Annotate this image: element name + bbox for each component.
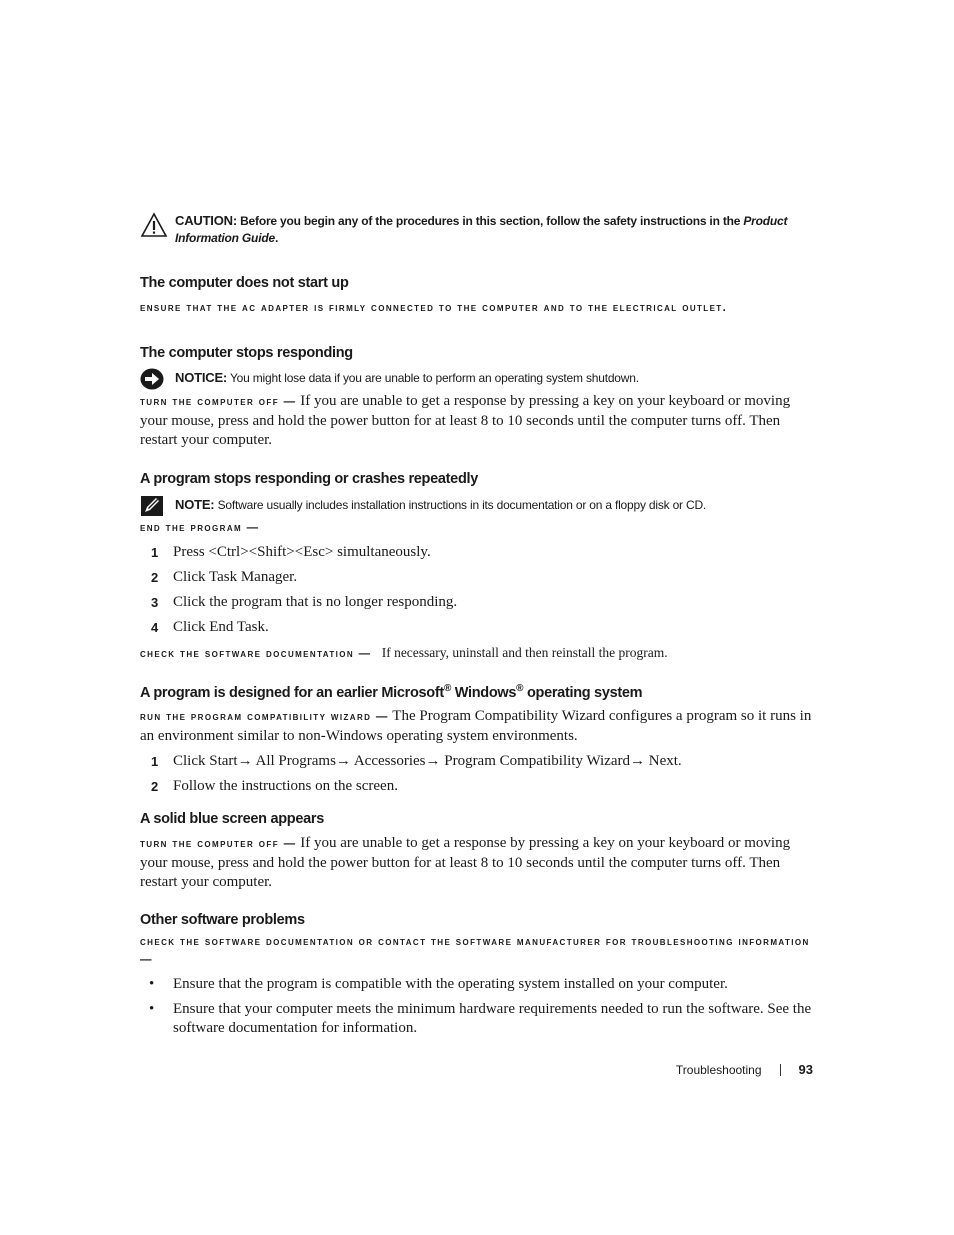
notice-label: NOTICE: <box>175 370 228 385</box>
para-compat-wizard <box>140 707 812 746</box>
page-footer <box>676 1062 813 1077</box>
bullet-marker: • <box>149 976 155 992</box>
instruction-ensure-adapter <box>140 298 812 318</box>
body-compat-wizard: The Program Compatibility Wizard configures a program so it runs in an environment similar to non-Windows operating system environments. <box>140 708 812 744</box>
steps-end-program <box>140 543 812 637</box>
step-text: Click <box>173 619 210 635</box>
lead-contact-text: check the software documentation or contact the software manufacturer for troubleshooting information — <box>140 936 810 966</box>
list-item <box>140 975 812 994</box>
note-label: NOTE: <box>175 497 215 512</box>
step-number: 1 <box>151 545 159 560</box>
para-check-docs <box>140 643 812 664</box>
bullets-other-software <box>140 975 812 1038</box>
caution-block <box>140 212 812 247</box>
caution-period: . <box>274 231 279 245</box>
lead-contact-manufacturer <box>140 933 812 969</box>
body-turn-off: If you are unable to get a response by pressing a key on your keyboard or moving your mouse, press and hold the power button for at least 8 to 10 seconds until the computer turns off. Then restart your computer. <box>140 393 791 448</box>
lead-turn-off: turn the computer off — <box>140 396 297 408</box>
heading-part: A program is designed for an earlier Microsoft <box>140 685 444 701</box>
lead-turn-off: turn the computer off — <box>140 838 297 850</box>
ui-task-manager: Task Manager <box>208 569 294 585</box>
instruction-text: ensure that the ac adapter is firmly connected to the computer and to the electrical outlet. <box>140 302 728 314</box>
list-item <box>140 752 812 771</box>
step-number: 3 <box>151 595 159 610</box>
product-info-guide: Product Information Guide <box>175 214 788 245</box>
list-item <box>140 618 812 637</box>
step-text: Click the program that is no longer responding. <box>173 594 458 610</box>
step-text: Click <box>173 753 210 769</box>
ui-end-task: End Task <box>209 619 266 635</box>
warning-triangle-icon <box>140 212 168 243</box>
body-turn-off: If you are unable to get a response by pressing a key on your keyboard or moving your mouse, press and hold the power button for at least 8 to 10 seconds until the computer turns off. Then restart your computer. <box>140 835 791 890</box>
body-check-docs: If necessary, uninstall and then reinstall the program. <box>381 645 668 660</box>
caution-text <box>175 212 812 247</box>
list-item <box>140 593 812 612</box>
heading-other-software: Other software problems <box>140 912 305 928</box>
notice-text: You might lose data if you are unable to perform an operating system shutdown. <box>229 371 639 385</box>
bullet-text: Ensure that your computer meets the minimum hardware requirements needed to run the software. See the software documentation for information. <box>173 1001 812 1036</box>
heading-computer-does-not-start: The computer does not start up <box>140 275 349 291</box>
para-turn-off-1 <box>140 392 812 450</box>
step-text: Press <Ctrl><Shift><Esc> simultaneously. <box>173 544 431 560</box>
step-end: . <box>677 753 682 769</box>
heading-earlier-windows <box>140 683 812 703</box>
step-text: Follow the instructions on the screen. <box>173 778 398 794</box>
lead-end-program-text: end the program — <box>140 522 260 534</box>
lead-check-docs: check the software documentation — <box>140 648 372 660</box>
heading-program-stops-responding: A program stops responding or crashes repeatedly <box>140 471 478 487</box>
step-number: 2 <box>151 570 159 585</box>
footer-section-title: Troubleshooting <box>675 1063 762 1077</box>
bullet-text: Ensure that the program is compatible with the operating system installed on your computer. <box>173 976 728 992</box>
step-text: Click <box>173 569 209 585</box>
pencil-note-icon <box>140 495 164 522</box>
caution-body: Before you begin any of the procedures in this section, follow the safety instructions in the <box>240 214 741 228</box>
registered-mark: ® <box>516 683 524 695</box>
bullet-marker: • <box>149 1001 155 1017</box>
step-end: . <box>265 619 269 635</box>
registered-mark: ® <box>443 683 452 695</box>
lead-end-program <box>140 518 812 538</box>
notice-block <box>140 369 812 387</box>
step-end: . <box>293 569 298 585</box>
list-item <box>140 568 812 587</box>
steps-compat-wizard <box>140 752 812 796</box>
caution-label: CAUTION: <box>175 213 237 228</box>
ui-menu-path: Start→ All Programs→ Accessories→ Program Compatibility Wizard→ Next <box>209 753 678 769</box>
page-content <box>140 210 812 1044</box>
list-item <box>140 543 812 562</box>
lead-compat-wizard: run the program compatibility wizard — <box>140 711 389 723</box>
step-number: 2 <box>151 779 159 794</box>
heading-blue-screen: A solid blue screen appears <box>140 811 324 827</box>
list-item <box>140 777 812 796</box>
step-number: 4 <box>151 620 159 635</box>
note-text: Software usually includes installation instructions in its documentation or on a floppy disk or CD. <box>217 498 707 512</box>
note-block <box>140 496 812 514</box>
footer-divider <box>780 1064 781 1076</box>
notice-arrow-icon <box>140 368 164 395</box>
page-number: 93 <box>798 1062 813 1077</box>
heading-part: operating system <box>523 685 643 701</box>
heading-part: Windows <box>451 685 517 701</box>
heading-computer-stops-responding: The computer stops responding <box>140 345 353 361</box>
list-item <box>140 1000 812 1038</box>
step-number: 1 <box>151 754 159 769</box>
para-turn-off-2 <box>140 834 812 892</box>
